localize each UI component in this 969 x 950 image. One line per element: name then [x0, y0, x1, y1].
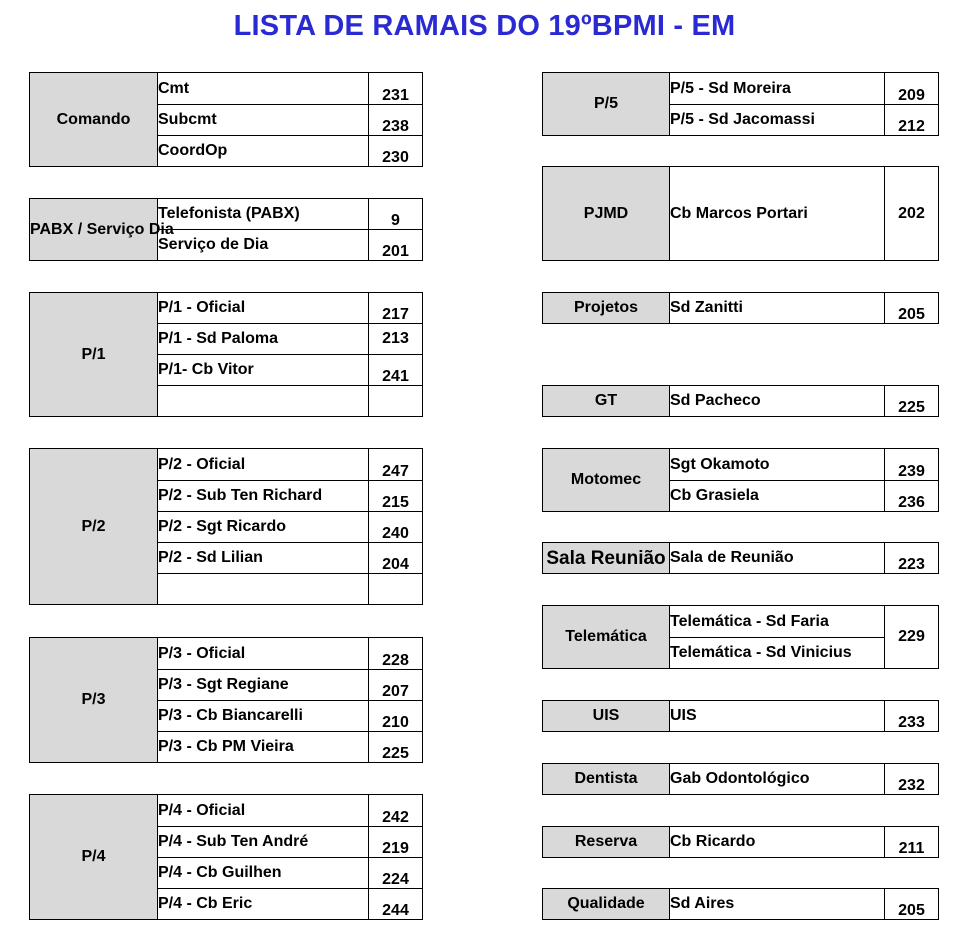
extension-number: 223 — [885, 543, 939, 574]
extension-number: 236 — [885, 481, 939, 512]
group-label: P/1 — [30, 293, 158, 417]
extension-name: P/5 - Sd Moreira — [670, 73, 885, 105]
group-reserva — [542, 826, 939, 858]
extension-number: 212 — [885, 105, 939, 136]
group-pabx — [29, 198, 423, 261]
extension-number: 215 — [369, 481, 423, 512]
extension-name: P/3 - Sgt Regiane — [158, 670, 369, 701]
extension-name: Gab Odontológico — [670, 764, 885, 795]
group-p2 — [29, 448, 423, 605]
extension-name: UIS — [670, 701, 885, 732]
extension-number: 205 — [885, 889, 939, 920]
extension-number: 242 — [369, 795, 423, 827]
extension-name: Telefonista (PABX) — [158, 199, 369, 230]
extension-number: 210 — [369, 701, 423, 732]
extension-number: 238 — [369, 105, 423, 136]
group-motomec — [542, 448, 939, 512]
extension-number: 228 — [369, 638, 423, 670]
extension-number — [369, 574, 423, 605]
extension-name: Cb Ricardo — [670, 827, 885, 858]
group-qualidade — [542, 888, 939, 920]
group-p4 — [29, 794, 423, 920]
group-gt — [542, 385, 939, 417]
group-label: P/2 — [30, 449, 158, 605]
extension-name: P/2 - Sgt Ricardo — [158, 512, 369, 543]
extension-number: 231 — [369, 73, 423, 105]
extension-name: P/2 - Oficial — [158, 449, 369, 481]
extension-name: Cb Grasiela — [670, 481, 885, 512]
group-sala-reuniao — [542, 542, 939, 574]
group-label: Sala Reunião — [543, 543, 670, 574]
group-projetos — [542, 292, 939, 324]
extension-number: 241 — [369, 355, 423, 386]
group-p5 — [542, 72, 939, 136]
extension-name: Sgt Okamoto — [670, 449, 885, 481]
extension-number: 225 — [885, 386, 939, 417]
extension-name: Subcmt — [158, 105, 369, 136]
extension-number: 205 — [885, 293, 939, 324]
extension-name: Cb Marcos Portari — [670, 167, 885, 261]
group-label: Projetos — [543, 293, 670, 324]
extension-name: P/4 - Cb Guilhen — [158, 858, 369, 889]
extension-number: 229 — [885, 606, 939, 669]
extension-number: 207 — [369, 670, 423, 701]
extension-number: 213 — [369, 324, 423, 355]
extension-name: P/3 - Oficial — [158, 638, 369, 670]
group-label: Dentista — [543, 764, 670, 795]
extension-number: 224 — [369, 858, 423, 889]
extension-number: 239 — [885, 449, 939, 481]
extension-number: 217 — [369, 293, 423, 324]
extension-name: P/1 - Sd Paloma — [158, 324, 369, 355]
extension-name: Sd Zanitti — [670, 293, 885, 324]
group-label: Comando — [30, 73, 158, 167]
extension-name: Telemática - Sd Vinicius — [670, 638, 885, 669]
extension-number: 219 — [369, 827, 423, 858]
extension-number: 233 — [885, 701, 939, 732]
group-label: GT — [543, 386, 670, 417]
extension-name: Sd Pacheco — [670, 386, 885, 417]
extension-number: 9 — [369, 199, 423, 230]
group-label: P/4 — [30, 795, 158, 920]
extension-name: Telemática - Sd Faria — [670, 606, 885, 638]
group-telematica — [542, 605, 939, 669]
group-dentista — [542, 763, 939, 795]
extension-number: 201 — [369, 230, 423, 261]
extension-number: 244 — [369, 889, 423, 920]
group-label: P/5 — [543, 73, 670, 136]
extension-name: P/4 - Oficial — [158, 795, 369, 827]
extension-number: 240 — [369, 512, 423, 543]
group-comando — [29, 72, 423, 167]
extension-name: P/1 - Oficial — [158, 293, 369, 324]
group-pjmd — [542, 166, 939, 261]
group-label: Telemática — [543, 606, 670, 669]
extension-number: 209 — [885, 73, 939, 105]
extension-name: P/2 - Sd Lilian — [158, 543, 369, 574]
extension-name: P/4 - Sub Ten André — [158, 827, 369, 858]
page-title: LISTA DE RAMAIS DO 19ºBPMI - EM — [233, 10, 736, 42]
extension-number: 202 — [885, 167, 939, 261]
extension-number: 225 — [369, 732, 423, 763]
extension-name: Serviço de Dia — [158, 230, 369, 261]
extension-name: P/3 - Cb PM Vieira — [158, 732, 369, 763]
group-label: P/3 — [30, 638, 158, 763]
extension-name: P/3 - Cb Biancarelli — [158, 701, 369, 732]
extension-name — [158, 386, 369, 417]
extension-name — [158, 574, 369, 605]
extension-number — [369, 386, 423, 417]
group-label: Reserva — [543, 827, 670, 858]
extension-name: Sala de Reunião — [670, 543, 885, 574]
group-label: PJMD — [543, 167, 670, 261]
group-p1 — [29, 292, 423, 417]
extension-name: Cmt — [158, 73, 369, 105]
extension-name: P/5 - Sd Jacomassi — [670, 105, 885, 136]
group-label: PABX / Serviço Dia — [30, 199, 158, 261]
group-label: Motomec — [543, 449, 670, 512]
extension-number: 232 — [885, 764, 939, 795]
extension-number: 230 — [369, 136, 423, 167]
group-label: UIS — [543, 701, 670, 732]
extension-number: 204 — [369, 543, 423, 574]
extension-name: P/1- Cb Vitor — [158, 355, 369, 386]
group-uis — [542, 700, 939, 732]
group-p3 — [29, 637, 423, 763]
extension-name: P/4 - Cb Eric — [158, 889, 369, 920]
extension-number: 247 — [369, 449, 423, 481]
extension-name: P/2 - Sub Ten Richard — [158, 481, 369, 512]
extension-number: 211 — [885, 827, 939, 858]
extension-name: CoordOp — [158, 136, 369, 167]
extension-name: Sd Aires — [670, 889, 885, 920]
group-label: Qualidade — [543, 889, 670, 920]
